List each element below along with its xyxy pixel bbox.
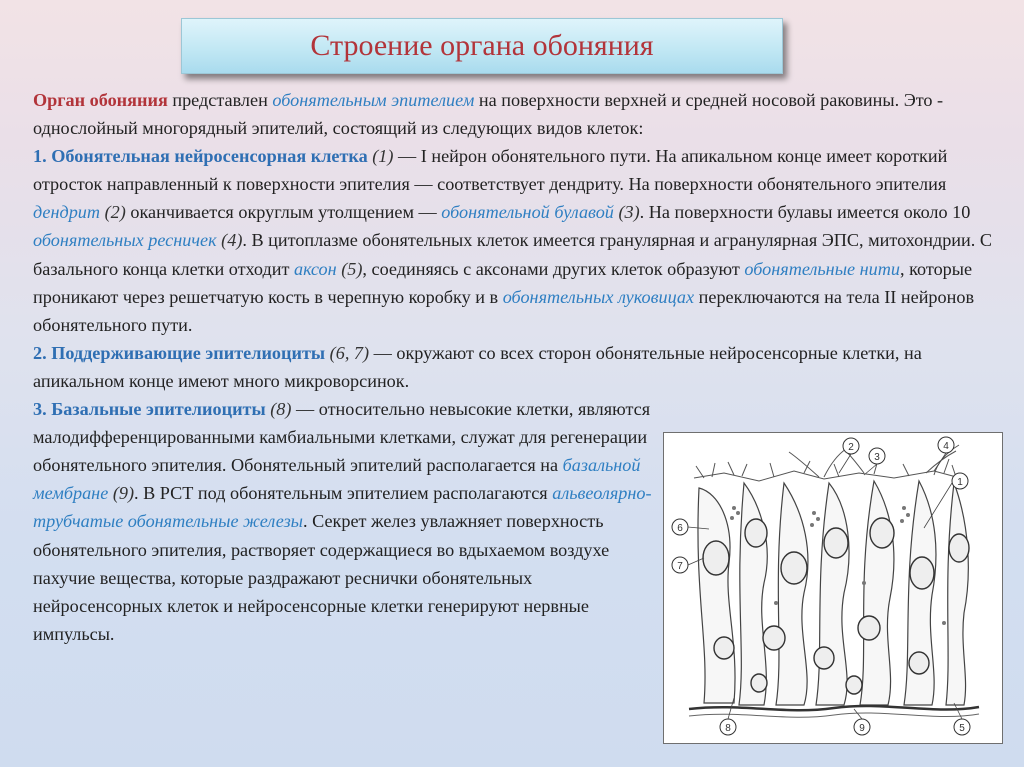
basal-membrane: [689, 706, 979, 710]
nucleus: [949, 534, 969, 562]
supporting-cell: [816, 483, 849, 705]
svg-text:1: 1: [957, 477, 963, 488]
nucleus: [714, 637, 734, 659]
epithelium-figure: [663, 432, 1003, 744]
svg-text:7: 7: [677, 561, 683, 572]
term-olfactory-filaments: обонятельные нити: [744, 258, 900, 279]
item2-heading: 2. Поддерживающие эпителиоциты: [33, 342, 326, 363]
supporting-cell: [776, 483, 808, 705]
svg-text:4: 4: [943, 441, 949, 452]
term-olfactory-bulbs: обонятельных луковицах: [502, 286, 695, 307]
nucleus: [846, 676, 862, 694]
term-olfactory-club: обонятельной булавой: [441, 202, 614, 223]
intro-paragraph: Орган обоняния представлен обонятельным эпителием на поверхности верхней и средней носовой раковины. Это - однослойный многорядный эпителий, состоящий из следующих видов клеток:: [33, 90, 944, 139]
svg-text:6: 6: [677, 523, 683, 534]
nucleus: [909, 652, 929, 674]
epithelium-diagram: [664, 433, 1002, 743]
nucleus: [763, 626, 785, 650]
nucleus: [745, 519, 767, 547]
label-9: [854, 719, 870, 735]
cilia-layer: [694, 445, 964, 481]
svg-text:8: 8: [725, 723, 731, 734]
slide-title: Строение органа обоняния: [310, 29, 654, 62]
term-olfactory-epithelium: обонятельным эпителием: [272, 90, 475, 110]
nucleus: [910, 557, 934, 589]
label-7: [672, 557, 688, 573]
nucleus: [703, 541, 729, 575]
item1-paragraph: 1. Обонятельная нейросенсорная клетка (1) — I нейрон обонятельного пути. На апикальном конце имеет короткий отросток направленный к поверхности эпителия — соответствует дендриту. На поверхности обонятельного эпителия дендрит (2) оканчивается округлым утолщением — обонятельной булавой (3). На поверхности булавы имеется около 10 обонятельных ресничек (4). В цитоплазме обонятельных клеток имеется гранулярная и агранулярная ЭПС, митохондрии. С базального конца клетки отходит аксон (5), соединяясь с аксонами других клеток образуют обонятельные нити, которые проникают через решетчатую кость в черепную коробку и в обонятельных луковицах переключаются на тела II нейронов обонятельного пути.: [33, 146, 992, 335]
nucleus: [858, 616, 880, 640]
nucleus: [814, 647, 834, 669]
label-4: [938, 437, 954, 453]
nucleus: [751, 674, 767, 692]
label-6: [672, 519, 688, 535]
term-axon: аксон: [293, 258, 337, 279]
nucleus: [781, 552, 807, 584]
label-3: [869, 448, 885, 464]
intro-lead: Орган обоняния: [33, 90, 168, 110]
label-2: [843, 438, 859, 454]
item2-paragraph: 2. Поддерживающие эпителиоциты (6, 7) — окружают со всех сторон обонятельные нейросенсорные клетки, на апикальном конце имеют много микроворсинок.: [33, 342, 922, 391]
svg-text:3: 3: [874, 452, 880, 463]
svg-text:9: 9: [859, 723, 865, 734]
label-1: [952, 473, 968, 489]
term-glands: альвеолярно-трубчатые обонятельные железы: [33, 483, 652, 532]
term-basal-membrane: базальной мембране: [33, 455, 641, 504]
svg-text:5: 5: [959, 723, 965, 734]
nucleus: [870, 518, 894, 548]
term-dendrite: дендрит: [33, 202, 101, 223]
supporting-cell: [698, 488, 735, 703]
svg-text:2: 2: [848, 442, 854, 453]
supporting-cell: [739, 483, 767, 705]
term-olfactory-cilia: обонятельных ресничек: [33, 230, 217, 251]
nucleus: [824, 528, 848, 558]
supporting-cell: [946, 483, 968, 705]
title-box: [181, 18, 783, 74]
label-8: [720, 719, 736, 735]
supporting-cell: [860, 481, 894, 705]
label-5: [954, 719, 970, 735]
item1-heading: 1. Обонятельная нейросенсорная клетка: [33, 146, 368, 167]
item3-heading: 3. Базальные эпителиоциты: [33, 399, 266, 420]
item3-paragraph: 3. Базальные эпителиоциты (8) — относительно невысокие клетки, являются малодифференцированными камбиальными клетками, служат для регенерации обонятельного эпителия. Обонятельный эпителий располагается на базальной мембране (9). В РСТ под обонятельным эпителием располагаются альвеолярно-трубчатые обонятельные железы. Секрет желез увлажняет поверхность обонятельного эпителия, растворяет содержащиеся во вдыхаемом воздухе пахучие вещества, которые раздражают реснички обонятельных нейросенсорных клеток и нейросенсорные клетки генерируют нервные импульсы.: [33, 399, 652, 644]
